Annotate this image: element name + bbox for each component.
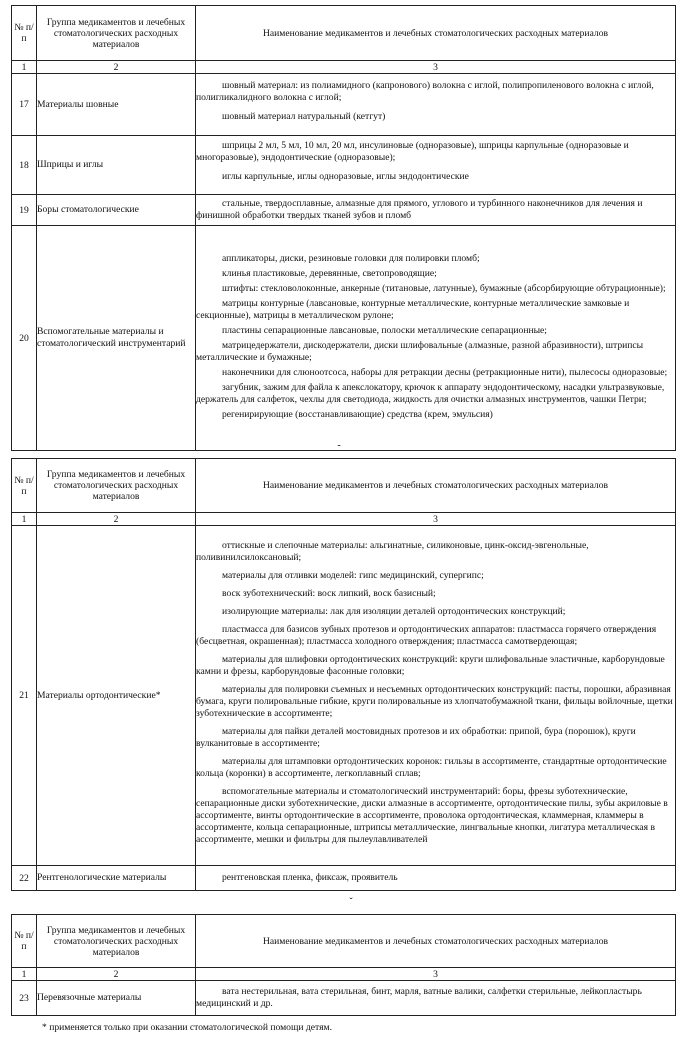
item-text: иглы карпульные, иглы одноразовые, иглы эндодонтические [222, 171, 469, 182]
item-text: материалы для полировки съемных и несъемных ортодонтических конструкций: пасты, порошки, абразивная бумага, круги полировальные гибкие, круги полировальные из хлопчатобумажной ткани, фильцы войлочные, щетки зуботехнические в ассортименте; [196, 683, 673, 719]
row-items [196, 866, 676, 891]
item-text: изолирующие материалы: лак для изоляции деталей ортодонтических конструкций; [222, 605, 566, 617]
item-text: шовный материал: из полиамидного (капронового) волокна с иглой, полипропиленового волокна с иглой, полигликалидного волокна с иглой; [196, 79, 654, 103]
table-header-row [12, 6, 676, 61]
header-num: № п/п [12, 459, 37, 513]
item-text: пластмасса для базисов зубных протезов и ортодонтических аппаратов: пластмасса горячего отверждения (бесцветная, окрашенная); пластмасса холодного отверждения; пластмасса самотвердеющая; [196, 623, 657, 647]
table-row [12, 981, 676, 1016]
table-row [12, 526, 676, 866]
column-number-row [12, 968, 676, 981]
row-group: Материалы ортодонтические* [37, 526, 196, 866]
medications-table-1 [11, 5, 676, 451]
row-group: Вспомогательные материалы и стоматологический инструментарий [37, 226, 196, 451]
column-number: 1 [12, 513, 37, 526]
item-text: наконечники для слюноотсоса, наборы для ретракции десны (ретракционные нити), пылесосы одноразовые; [222, 366, 668, 378]
page-separator: ˇ [349, 897, 353, 908]
table-row [12, 195, 676, 226]
item-text: оттискные и слепочные материалы: альгинатные, силиконовые, цинк-оксид-эвгенольные, поливинилсилоксановый; [196, 539, 589, 563]
header-group: Группа медикаментов и лечебных стоматологических расходных материалов [37, 6, 196, 61]
row-number: 20 [12, 226, 37, 451]
row-group: Рентгенологические материалы [37, 866, 196, 891]
item-text: клинья пластиковые, деревянные, светопроводящие; [222, 267, 437, 279]
header-num: № п/п [12, 915, 37, 968]
row-group: Материалы шовные [37, 74, 196, 136]
header-name: Наименование медикаментов и лечебных стоматологических расходных материалов [196, 915, 676, 968]
row-group: Боры стоматологические [37, 195, 196, 226]
item-text: воск зуботехнический: воск липкий, воск базисный; [222, 587, 436, 599]
table-row [12, 136, 676, 195]
column-number-row [12, 61, 676, 74]
page-separator: - [337, 440, 341, 451]
header-num: № п/п [12, 6, 37, 61]
column-number: 2 [37, 968, 196, 981]
header-name: Наименование медикаментов и лечебных стоматологических расходных материалов [196, 6, 676, 61]
item-text: матрицедержатели, дискодержатели, диски шлифовальные (алмазные, разной абразивности), штрипсы металлические и бумажные; [196, 339, 644, 363]
item-text: материалы для отливки моделей: гипс медицинский, супергипс; [222, 569, 484, 581]
row-number: 19 [12, 195, 37, 226]
header-group: Группа медикаментов и лечебных стоматологических расходных материалов [37, 915, 196, 968]
medications-table-2 [11, 458, 676, 891]
item-text: загубник, зажим для файла к апекслокатору, крючок к аппарату эндодонтическому, насадки ультразвуковые, держатель для салфеток, чехлы для светодиода, жидкость для очистки алмазных инструментов, чашки Петри; [196, 381, 665, 405]
row-number: 23 [12, 981, 37, 1016]
item-text: пластины сепарационные лавсановые, полоски металлические сепарационные; [222, 324, 547, 336]
item-text: рентгеновская пленка, фиксаж, проявитель [222, 872, 398, 883]
item-text: материалы для штамповки ортодонтических коронок: гильзы в ассортименте, стандартные ортодонтические кольца (коронки) в ассортименте, легкоплавный сплав; [196, 755, 667, 779]
column-number: 3 [196, 968, 676, 981]
row-items [196, 74, 676, 136]
table-row [12, 866, 676, 891]
column-number: 3 [196, 61, 676, 74]
row-number: 17 [12, 74, 37, 136]
header-group: Группа медикаментов и лечебных стоматологических расходных материалов [37, 459, 196, 513]
item-text: аппликаторы, диски, резиновые головки для полировки пломб; [222, 252, 480, 264]
item-text: материалы для пайки деталей мостовидных протезов и их обработки: припой, бура (порошок), круги вулканитовые в ассортименте; [196, 725, 636, 749]
table-header-row [12, 459, 676, 513]
column-number: 2 [37, 513, 196, 526]
column-number: 1 [12, 61, 37, 74]
item-text: шовный материал натуральный (кетгут) [222, 110, 386, 122]
item-text: вата нестерильная, вата стерильная, бинт, марля, ватные валики, салфетки стерильные, лейкопластырь медицинский и др. [196, 986, 642, 1009]
item-text: материалы для шлифовки ортодонтических конструкций: круги шлифовальные эластичные, карборундовые камни и фрезы, карборундовые фасонные головки; [196, 653, 665, 677]
row-number: 18 [12, 136, 37, 195]
item-text: стальные, твердосплавные, алмазные для прямого, углового и турбинного наконечников для лечения и финишной обработки твердых тканей зубов и пломб [196, 198, 643, 221]
column-number: 3 [196, 513, 676, 526]
table-header-row [12, 915, 676, 968]
row-number: 22 [12, 866, 37, 891]
row-items [196, 226, 676, 451]
item-text: регенирирующие (восстанавливающие) средства (крем, эмульсия) [222, 408, 493, 420]
medications-table-3 [11, 914, 676, 1016]
row-items [196, 195, 676, 226]
footnote: * применяется только при оказании стоматологической помощи детям. [42, 1022, 332, 1033]
column-number: 1 [12, 968, 37, 981]
row-group: Шприцы и иглы [37, 136, 196, 195]
column-number: 2 [37, 61, 196, 74]
table-row [12, 74, 676, 136]
header-name: Наименование медикаментов и лечебных стоматологических расходных материалов [196, 459, 676, 513]
row-number: 21 [12, 526, 37, 866]
row-group: Перевязочные материалы [37, 981, 196, 1016]
item-text: вспомогательные материалы и стоматологический инструментарий: боры, фрезы зуботехнические, сепарационные диски зуботехнические, диски алмазные в ассортименте, ортодонтические пилы, зубы акриловые в ассортименте, винты ортодонтические в ассортименте, проволока ортодонтическая, кламмерная, кламмеры в ассортименте, кольца сепарационные, штрипсы металлические, лингвальные кнопки, лигатура металлическая в ассортименте, мешки и фильтры для пылеулавливателей [196, 785, 668, 845]
row-items [196, 136, 676, 195]
item-text: матрицы контурные (лавсановые, контурные металлические, контурные металлические замковые и секционные), матрицы в металлическом рулоне; [196, 297, 630, 321]
table-row [12, 226, 676, 451]
column-number-row [12, 513, 676, 526]
item-text: шприцы 2 мл, 5 мл, 10 мл, 20 мл, инсулиновые (одноразовые), шприцы карпульные (одноразовые и многоразовые), эндодонтические (одноразовые); [196, 140, 629, 163]
row-items [196, 981, 676, 1016]
row-items [196, 526, 676, 866]
item-text: штифты: стекловолоконные, анкерные (титановые, латунные), бумажные (абсорбирующие обтурационные); [222, 282, 666, 294]
